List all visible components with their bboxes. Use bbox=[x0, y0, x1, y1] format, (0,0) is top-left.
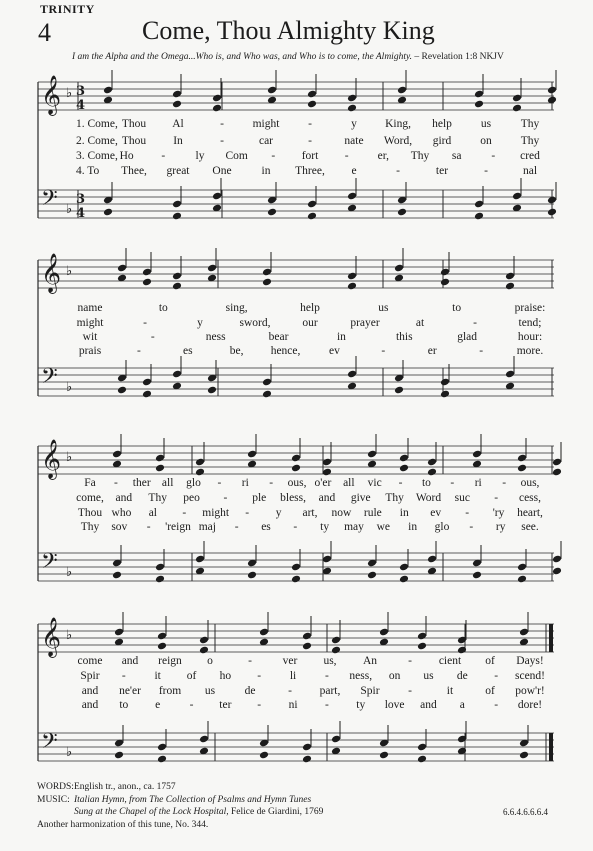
lyric-syllable: hour: bbox=[517, 331, 543, 343]
lyric-syllable: at bbox=[415, 317, 425, 329]
other-harmonization: Another harmonization of this tune, No. 344. bbox=[37, 819, 209, 830]
note-head bbox=[427, 468, 437, 477]
credits bbox=[37, 781, 323, 831]
lyric-syllable: fort bbox=[301, 150, 319, 162]
lyric-syllable: 1. Come, bbox=[76, 118, 118, 130]
words-label: WORDS: bbox=[37, 782, 74, 792]
lyric-syllable: o'er bbox=[314, 477, 332, 489]
lyric-syllable: us, bbox=[323, 655, 337, 667]
lyric-syllable: - bbox=[161, 150, 166, 162]
note-head bbox=[519, 751, 529, 760]
note-head bbox=[552, 468, 562, 477]
note-head bbox=[172, 282, 182, 291]
lyric-syllable: - bbox=[494, 492, 499, 504]
time-signature-top: 3 bbox=[76, 84, 86, 99]
lyric-syllable: - bbox=[465, 507, 470, 519]
lyric-syllable: us bbox=[378, 302, 389, 314]
treble-clef-icon: 𝄞 bbox=[41, 75, 62, 115]
hymn-title: Come, Thou Almighty King bbox=[142, 16, 435, 45]
note-head bbox=[142, 278, 152, 287]
lyric-syllable: - bbox=[121, 670, 126, 682]
lyric-syllable: suc bbox=[454, 492, 470, 504]
time-signature-top: 3 bbox=[76, 192, 86, 207]
lyric-syllable: - bbox=[494, 699, 499, 711]
lyric-syllable: might bbox=[252, 118, 280, 130]
lyric-syllable: One bbox=[212, 165, 232, 177]
note-head bbox=[307, 212, 317, 221]
lyric-syllable: our bbox=[302, 317, 318, 329]
lyric-syllable: y bbox=[197, 317, 203, 329]
lyric-syllable: sa bbox=[451, 150, 462, 162]
lyric-syllable: ous, bbox=[287, 477, 307, 489]
lyric-syllable: part, bbox=[319, 685, 341, 697]
lyric-syllable: ter bbox=[219, 699, 232, 711]
note-head bbox=[394, 386, 404, 395]
note-head bbox=[207, 386, 217, 395]
lyric-syllable: us bbox=[423, 670, 434, 682]
lyric-syllable: it bbox=[446, 685, 454, 697]
lyric-syllable: - bbox=[288, 685, 292, 697]
lyric-syllable: name bbox=[77, 302, 103, 314]
lyric-syllable: ri bbox=[474, 477, 482, 489]
lyric-syllable: all bbox=[343, 477, 355, 489]
treble-clef-icon: 𝄞 bbox=[41, 253, 62, 293]
note-head bbox=[367, 571, 377, 580]
note-head bbox=[397, 208, 407, 217]
lyric-syllable: sword, bbox=[239, 317, 271, 329]
note-head bbox=[199, 646, 209, 655]
lyric-syllable: Spir bbox=[80, 670, 100, 682]
lyric-syllable: bless, bbox=[280, 492, 306, 504]
lyric-syllable: ev bbox=[430, 507, 442, 519]
lyric-syllable: may bbox=[344, 521, 364, 533]
lyric-syllable: Thou bbox=[121, 118, 147, 130]
note-head bbox=[195, 468, 205, 477]
lyric-syllable: and bbox=[420, 699, 437, 711]
lyric-syllable: ly bbox=[195, 150, 205, 162]
lyric-syllable: Thee, bbox=[121, 165, 147, 177]
lyric-syllable: come, bbox=[76, 492, 104, 504]
lyric-syllable: 3. Come, bbox=[76, 150, 118, 162]
lyric-syllable: y bbox=[275, 507, 282, 519]
lyric-syllable: Word bbox=[415, 492, 442, 504]
note-head bbox=[512, 104, 522, 113]
lyric-syllable: y bbox=[351, 118, 357, 130]
lyric-syllable: Com bbox=[225, 150, 248, 162]
lyric-syllable: li bbox=[289, 670, 297, 682]
treble-clef-icon: 𝄞 bbox=[41, 439, 62, 479]
note-head bbox=[417, 755, 427, 764]
lyric-syllable: Thou bbox=[121, 135, 147, 147]
lyric-syllable: great bbox=[166, 165, 190, 177]
lyric-syllable: ne'er bbox=[119, 685, 141, 697]
lyric-syllable: - bbox=[381, 345, 386, 357]
lyric-syllable: - bbox=[484, 165, 488, 177]
lyric-syllable: - bbox=[146, 521, 151, 533]
lyric-syllable: it bbox=[154, 670, 161, 682]
lyric-syllable: - bbox=[248, 655, 252, 667]
lyric-syllable: a bbox=[459, 699, 465, 711]
lyric-syllable: - bbox=[308, 118, 312, 130]
lyric-syllable: cient bbox=[438, 655, 462, 667]
lyric-syllable: us bbox=[480, 118, 492, 130]
lyric-syllable: - bbox=[223, 492, 228, 504]
lyric-syllable: al bbox=[148, 507, 157, 519]
lyric-syllable: es bbox=[182, 345, 193, 357]
bass-clef-icon: 𝄢 bbox=[41, 549, 58, 579]
music-credit-line2b: Felice de Giardini, 1769 bbox=[228, 807, 324, 817]
lyric-syllable: er bbox=[427, 345, 437, 357]
lyric-syllable: dore! bbox=[517, 699, 543, 711]
lyric-syllable: - bbox=[217, 477, 222, 489]
note-head bbox=[517, 464, 527, 473]
note-head bbox=[267, 208, 277, 217]
lyric-syllable: praise: bbox=[514, 302, 546, 314]
lyric-syllable: prayer bbox=[350, 317, 380, 329]
time-signature-bottom: 4 bbox=[76, 98, 86, 113]
note-head bbox=[472, 571, 482, 580]
lyric-syllable: to bbox=[452, 302, 462, 314]
note-head bbox=[302, 642, 312, 651]
flat-icon: ♭ bbox=[66, 380, 73, 395]
lyric-syllable: in bbox=[399, 507, 409, 519]
lyric-syllable: might bbox=[76, 317, 104, 329]
lyric-syllable: prais bbox=[78, 345, 102, 357]
music-credit-line1: Italian Hymn, from The Collection of Psalms and Hymn Tunes bbox=[74, 794, 312, 805]
lyric-syllable: 'ry bbox=[492, 507, 505, 519]
lyric-syllable: scend! bbox=[514, 670, 546, 682]
note-head bbox=[262, 390, 272, 399]
lyric-syllable: give bbox=[350, 492, 371, 504]
note-head bbox=[440, 278, 450, 287]
lyric-syllable: help bbox=[432, 118, 452, 130]
lyric-syllable: and bbox=[318, 492, 336, 504]
time-signature-bottom: 4 bbox=[76, 206, 86, 221]
lyric-syllable: - bbox=[271, 150, 276, 162]
lyric-syllable: - bbox=[396, 165, 400, 177]
lyric-syllable: In bbox=[173, 135, 183, 147]
lyric-syllable: maj bbox=[198, 521, 216, 533]
note-head bbox=[347, 104, 357, 113]
lyric-syllable: ev bbox=[329, 345, 340, 357]
note-head bbox=[474, 212, 484, 221]
lyric-syllable: to bbox=[158, 302, 168, 314]
lyric-syllable: Thy bbox=[148, 492, 167, 504]
lyric-syllable: - bbox=[479, 345, 484, 357]
lyric-syllable: vic bbox=[367, 477, 382, 489]
lyric-syllable: - bbox=[113, 477, 118, 489]
note-head bbox=[247, 571, 257, 580]
note-head bbox=[291, 464, 301, 473]
lyric-syllable: - bbox=[293, 521, 298, 533]
lyric-syllable: King, bbox=[385, 118, 411, 130]
lyric-syllable: ter bbox=[435, 165, 449, 177]
lyric-syllable: of bbox=[186, 670, 197, 682]
note-head bbox=[262, 278, 272, 287]
lyric-syllable: cred bbox=[520, 150, 540, 162]
lyric-syllable: help bbox=[300, 302, 320, 314]
note-head bbox=[155, 464, 165, 473]
lyric-syllable: Thy bbox=[410, 150, 430, 162]
lyric-syllable: glo bbox=[186, 477, 201, 489]
lyric-syllable: An bbox=[362, 655, 378, 667]
lyric-syllable: in bbox=[408, 521, 418, 533]
epigraph-reference: – Revelation 1:8 NKJV bbox=[412, 52, 504, 62]
note-head bbox=[547, 208, 557, 217]
lyric-syllable: - bbox=[220, 135, 224, 147]
lyric-syllable: ri bbox=[241, 477, 249, 489]
flat-icon: ♭ bbox=[66, 628, 73, 643]
note-head bbox=[157, 642, 167, 651]
lyric-syllable: - bbox=[408, 685, 412, 697]
lyric-syllable: all bbox=[161, 477, 174, 489]
note-head bbox=[291, 575, 301, 584]
lyric-syllable: come bbox=[77, 655, 103, 667]
lyric-syllable: - bbox=[408, 655, 412, 667]
tune-name: TRINITY bbox=[40, 2, 95, 16]
lyric-syllable: on bbox=[388, 670, 401, 682]
lyric-syllable: ni bbox=[288, 699, 298, 711]
lyric-syllable: who bbox=[111, 507, 132, 519]
lyric-syllable: and bbox=[81, 685, 99, 697]
lyric-syllable: - bbox=[257, 670, 262, 682]
hymn-number: 4 bbox=[38, 18, 51, 47]
lyric-syllable: more. bbox=[516, 345, 544, 357]
lyric-syllable: Thy bbox=[80, 521, 100, 533]
note-head bbox=[517, 575, 527, 584]
note-head bbox=[157, 755, 167, 764]
lyric-syllable: - bbox=[502, 477, 507, 489]
lyric-syllable: in bbox=[261, 165, 271, 177]
lyric-syllable: - bbox=[398, 477, 403, 489]
flat-icon: ♭ bbox=[66, 86, 73, 101]
lyric-syllable: - bbox=[450, 477, 455, 489]
lyric-syllable: Thy bbox=[520, 135, 540, 147]
note-head bbox=[142, 390, 152, 399]
lyric-syllable: - bbox=[473, 317, 477, 329]
lyric-syllable: - bbox=[325, 699, 329, 711]
lyric-syllable: er, bbox=[377, 150, 390, 162]
note-head bbox=[331, 646, 341, 655]
note-head bbox=[117, 386, 127, 395]
lyric-syllable: car bbox=[258, 135, 274, 147]
lyric-syllable: Word, bbox=[383, 135, 413, 147]
lyric-syllable: - bbox=[325, 670, 329, 682]
note-head bbox=[505, 282, 515, 291]
note-head bbox=[474, 100, 484, 109]
lyric-syllable: to bbox=[119, 699, 129, 711]
lyric-syllable: 4. To bbox=[76, 165, 100, 177]
lyric-syllable: Three, bbox=[295, 165, 325, 177]
lyric-syllable: - bbox=[269, 477, 274, 489]
lyric-syllable: of bbox=[485, 685, 495, 697]
bass-clef-icon: 𝄢 bbox=[41, 186, 58, 216]
final-barline bbox=[549, 624, 553, 652]
lyric-syllable: - bbox=[150, 331, 155, 343]
lyric-syllable: - bbox=[220, 118, 224, 130]
note-head bbox=[399, 464, 409, 473]
lyric-syllable: Thy bbox=[520, 118, 540, 130]
lyric-syllable: es bbox=[261, 521, 271, 533]
lyric-syllable: - bbox=[245, 507, 250, 519]
flat-icon: ♭ bbox=[66, 450, 73, 465]
lyric-syllable: de bbox=[456, 670, 468, 682]
note-head bbox=[112, 571, 122, 580]
lyric-syllable: from bbox=[158, 685, 182, 697]
note-head bbox=[212, 104, 222, 113]
lyric-syllable: and bbox=[81, 699, 99, 711]
lyric-syllable: pow'r! bbox=[515, 685, 545, 697]
lyric-syllable: rule bbox=[363, 507, 382, 519]
note-head bbox=[155, 575, 165, 584]
treble-clef-icon: 𝄞 bbox=[41, 617, 62, 657]
meter: 6.6.4.6.6.6.4 bbox=[503, 807, 548, 817]
lyric-syllable: - bbox=[234, 521, 239, 533]
lyric-syllable: e bbox=[155, 699, 161, 711]
lyric-syllable: - bbox=[136, 345, 141, 357]
lyric-syllable: in bbox=[336, 331, 346, 343]
lyric-syllable: hence, bbox=[270, 345, 301, 357]
lyric-syllable: glo bbox=[434, 521, 450, 533]
lyric-syllable: - bbox=[469, 521, 474, 533]
lyric-syllable: - bbox=[494, 670, 499, 682]
note-head bbox=[440, 390, 450, 399]
lyric-syllable: ness bbox=[205, 331, 226, 343]
lyric-syllable: art, bbox=[302, 507, 318, 519]
lyric-syllable: see. bbox=[521, 521, 539, 533]
lyric-syllable: - bbox=[344, 150, 349, 162]
lyric-syllable: Fa bbox=[84, 477, 96, 489]
epigraph-text: I am the Alpha and the Omega...Who is, and Who was, and Who is to come, the Almighty. bbox=[72, 52, 413, 62]
lyric-syllable: 'reign bbox=[165, 521, 191, 533]
lyric-syllable: sov bbox=[111, 521, 128, 533]
flat-icon: ♭ bbox=[66, 264, 73, 279]
lyric-syllable: Thy bbox=[385, 492, 404, 504]
lyric-syllable: and bbox=[121, 655, 139, 667]
note-head bbox=[172, 100, 182, 109]
words-credit: English tr., anon., ca. 1757 bbox=[74, 782, 176, 792]
lyric-syllable: this bbox=[395, 331, 413, 343]
final-barline bbox=[549, 733, 553, 761]
lyric-syllable: 2. Come, bbox=[76, 135, 118, 147]
lyric-syllable: ho bbox=[219, 670, 232, 682]
lyric-syllable: ness, bbox=[349, 670, 373, 682]
lyric-syllable: heart, bbox=[517, 507, 543, 519]
bass-clef-icon: 𝄢 bbox=[41, 729, 58, 759]
lyric-syllable: ty bbox=[356, 699, 366, 711]
note-head bbox=[302, 755, 312, 764]
lyric-syllable: peo bbox=[183, 492, 200, 504]
flat-icon: ♭ bbox=[66, 202, 73, 217]
lyric-syllable: nate bbox=[344, 135, 364, 147]
bass-clef-icon: 𝄢 bbox=[41, 364, 58, 394]
lyric-syllable: - bbox=[189, 699, 194, 711]
lyric-syllable: o bbox=[207, 655, 213, 667]
note-head bbox=[347, 282, 357, 291]
lyric-syllable: ther bbox=[132, 477, 151, 489]
lyric-syllable: now bbox=[331, 507, 352, 519]
lyric-syllable: us bbox=[204, 685, 216, 697]
lyric-syllable: Ho bbox=[119, 150, 134, 162]
lyric-syllable: wit bbox=[82, 331, 98, 343]
lyric-syllable: - bbox=[182, 507, 187, 519]
lyric-syllable: Thou bbox=[77, 507, 103, 519]
lyric-syllable: ver bbox=[282, 655, 298, 667]
lyric-syllable: - bbox=[257, 699, 262, 711]
lyric-syllable: of bbox=[485, 655, 495, 667]
lyric-syllable: love bbox=[384, 699, 405, 711]
note-head bbox=[307, 100, 317, 109]
flat-icon: ♭ bbox=[66, 565, 73, 580]
lyric-syllable: glad bbox=[457, 331, 478, 343]
note-head bbox=[103, 208, 113, 217]
lyric-syllable: cess, bbox=[518, 492, 542, 504]
lyric-syllable: ry bbox=[495, 521, 506, 533]
music-label: MUSIC: bbox=[37, 794, 70, 805]
note-head bbox=[457, 646, 467, 655]
lyric-syllable: ple bbox=[252, 492, 267, 504]
note-head bbox=[259, 751, 269, 760]
music-credit-line2a: Sung at the Chapel of the Lock Hospital, bbox=[74, 807, 229, 817]
lyric-syllable: Al bbox=[172, 118, 184, 130]
lyric-syllable: tend; bbox=[518, 317, 542, 329]
flat-icon: ♭ bbox=[66, 745, 73, 760]
lyric-syllable: e bbox=[351, 165, 357, 177]
lyric-syllable: - bbox=[491, 150, 496, 162]
note-head bbox=[379, 751, 389, 760]
lyric-syllable: reign bbox=[158, 655, 182, 667]
lyric-syllable: ous, bbox=[520, 477, 540, 489]
note-head bbox=[399, 575, 409, 584]
lyric-syllable: on bbox=[480, 135, 492, 147]
note-head bbox=[172, 212, 182, 221]
lyric-syllable: - bbox=[143, 317, 147, 329]
lyric-syllable: Days! bbox=[516, 655, 544, 667]
lyric-syllable: nal bbox=[522, 165, 538, 177]
lyric-syllable: gird bbox=[432, 135, 452, 147]
lyric-syllable: Spir bbox=[360, 685, 380, 697]
lyric-syllable: sing, bbox=[225, 302, 248, 314]
lyric-syllable: ty bbox=[320, 521, 330, 533]
note-head bbox=[417, 642, 427, 651]
note-head bbox=[114, 751, 124, 760]
lyric-syllable: to bbox=[421, 477, 431, 489]
lyric-syllable: de bbox=[244, 685, 256, 697]
lyric-syllable: we bbox=[376, 521, 391, 533]
lyric-syllable: and bbox=[115, 492, 133, 504]
lyric-syllable: - bbox=[308, 135, 312, 147]
lyric-syllable: bear bbox=[268, 331, 289, 343]
lyric-syllable: might bbox=[202, 507, 230, 519]
lyric-syllable: be, bbox=[229, 345, 244, 357]
